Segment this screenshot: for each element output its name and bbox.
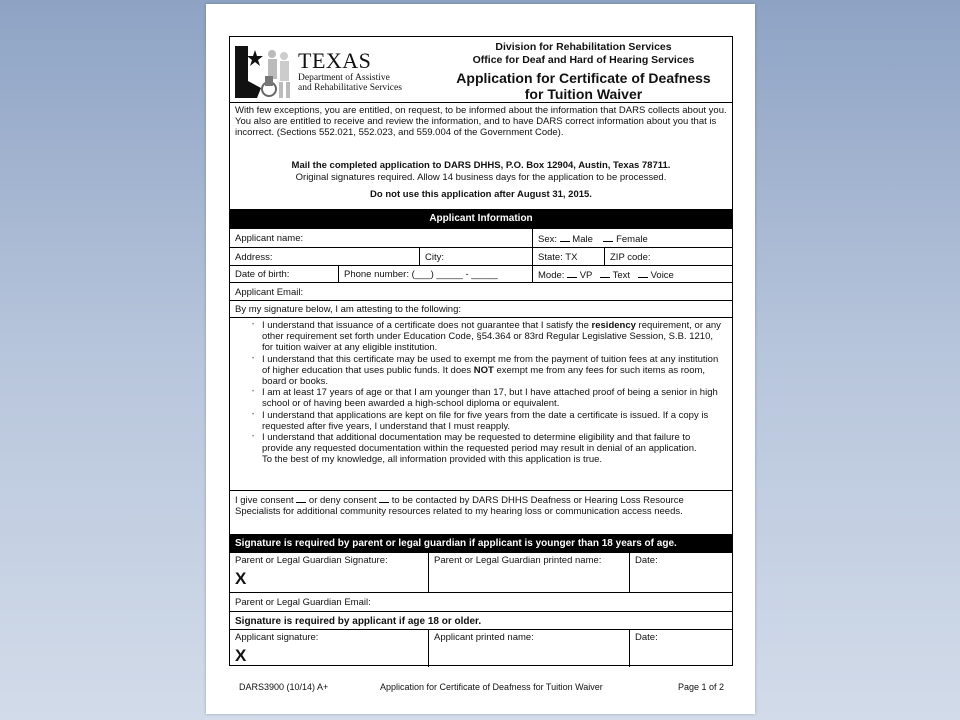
applicant-signature-note: Signature is required by applicant if age 18 or older.: [235, 616, 482, 627]
guardian-email-row: [230, 593, 732, 612]
applicant-printed-name-field[interactable]: Applicant printed name:: [428, 630, 629, 667]
application-form: [229, 36, 733, 666]
applicant-x-mark: X: [235, 646, 247, 665]
attestation-item: • I understand that applications are kept on file for five years from the date a certificate is issued. If a copy is requested after five years, I understand that I must reapply.: [252, 409, 709, 432]
applicant-email-field[interactable]: Applicant Email:: [235, 287, 304, 298]
form-header: [230, 37, 732, 103]
deadline-note: Do not use this application after August 31, 2015.: [370, 189, 592, 200]
applicant-signature-field[interactable]: Applicant signature: X: [230, 630, 428, 667]
bullet-icon: •: [252, 434, 255, 441]
attestation-intro: By my signature below, I am attesting to the following:: [235, 304, 462, 315]
attestation-section: [230, 318, 732, 491]
form-title-line1: Application for Certificate of Deafness: [456, 70, 711, 86]
address-row: [230, 248, 732, 266]
guardian-signature-bar: Signature is required by parent or legal guardian if applicant is younger than 18 years of age.: [230, 535, 732, 553]
give-consent-checkbox[interactable]: [296, 494, 306, 503]
dars-logo: [235, 46, 435, 98]
privacy-notice: With few exceptions, you are entitled, on request, to be informed about the information that DARS collects about you. You also are entitled to receive and review the information, and to have DARS correct information about you that is incorrect. (Sections 552.021, 552.023, and 559.004 of the Government Code).: [235, 105, 727, 139]
mode-voice-checkbox[interactable]: [638, 269, 648, 278]
guardian-signature-field[interactable]: Parent or Legal Guardian Signature: X: [230, 553, 428, 592]
guardian-printed-name-field[interactable]: Parent or Legal Guardian printed name:: [428, 553, 629, 592]
attestation-intro-row: [230, 301, 732, 318]
state-field[interactable]: State: TX: [532, 248, 604, 265]
form-title-line2: for Tuition Waiver: [524, 86, 643, 102]
mail-instructions: Mail the completed application to DARS DHHS, P.O. Box 12904, Austin, Texas 78711.: [291, 160, 671, 171]
office-name: Office for Deaf and Hard of Hearing Services: [472, 54, 695, 66]
mode-text-checkbox[interactable]: [600, 269, 610, 278]
address-field[interactable]: Address:: [235, 252, 273, 263]
logo-title: TEXAS: [298, 48, 372, 73]
applicant-name-field[interactable]: Applicant name:: [235, 233, 304, 244]
phone-field[interactable]: Phone number: (___) _____ - _____: [338, 266, 532, 282]
signature-note: Original signatures required. Allow 14 business days for the application to be processed.: [295, 172, 667, 183]
name-row: [230, 229, 732, 248]
applicant-date-field[interactable]: Date:: [629, 630, 732, 667]
attestation-item: • I understand that issuance of a certificate does not guarantee that I satisfy the residency requirement, or any other requirement set forth under Education Code, §54.364 or 83rd Regular Legislative Session, S.B. 1210, for tuition waiver at any eligible institution.: [252, 320, 721, 354]
zip-field[interactable]: ZIP code:: [604, 248, 732, 265]
bullet-icon: •: [252, 355, 255, 362]
mode-vp-checkbox[interactable]: [567, 269, 577, 278]
guardian-date-field[interactable]: Date:: [629, 553, 732, 592]
bullet-icon: •: [252, 322, 255, 328]
mode-field[interactable]: Mode: VP Text Voice: [532, 266, 732, 282]
attestation-item: • I am at least 17 years of age or that I am younger than 17, but I have attached proof of being a senior in high school or of having been awarded a high-school diploma or equivalent.: [252, 387, 718, 410]
form-number: DARS3900 (10/14) A+: [239, 682, 329, 692]
attestation-list: [230, 318, 732, 466]
attestation-item: • I understand that additional documentation may be requested to determine eligibility and that failure to provide any requested documentation within the requested period may result in denial of an application.: [252, 432, 697, 455]
texas-star-logo-icon: [235, 46, 297, 98]
guardian-email-field[interactable]: Parent or Legal Guardian Email:: [235, 597, 371, 608]
female-checkbox[interactable]: [603, 233, 613, 242]
sex-field[interactable]: Sex: Male Female: [532, 229, 732, 247]
page-number: Page 1 of 2: [678, 682, 725, 692]
form-page: [206, 4, 755, 714]
male-checkbox[interactable]: [560, 233, 570, 242]
intro-section: [230, 103, 732, 210]
division-name: Division for Rehabilitation Services: [495, 41, 672, 53]
city-field[interactable]: City:: [419, 248, 532, 265]
bullet-icon: •: [252, 411, 255, 418]
consent-text: I give consent or deny consent to be contacted by DARS DHHS Deafness or Hearing Loss Resource Specialists for additional community resources related to my hearing loss or communication access needs.: [235, 495, 684, 518]
attestation-item: To the best of my knowledge, all information provided with this application is true.: [262, 454, 603, 466]
guardian-signature-row: [230, 553, 732, 593]
applicant-info-header: Applicant Information: [230, 210, 732, 229]
attestation-item: • I understand that this certificate may be used to exempt me from the payment of tuition fees at any institution of higher education that uses public funds. It does NOT exempt me from any fees for such items as room, board or books.: [252, 353, 719, 388]
guardian-x-mark: X: [235, 569, 247, 588]
dob-field[interactable]: Date of birth:: [235, 269, 290, 280]
bullet-icon: •: [252, 389, 255, 396]
deny-consent-checkbox[interactable]: [379, 494, 389, 503]
email-row: [230, 283, 732, 301]
applicant-signature-row: [230, 630, 732, 667]
dob-row: [230, 266, 732, 283]
header-titles: [435, 41, 732, 102]
applicant-signature-note-row: [230, 612, 732, 630]
footer-title: Application for Certificate of Deafness for Tuition Waiver: [380, 682, 603, 692]
logo-subtitle: Department of Assistive and Rehabilitative Services: [298, 73, 402, 93]
consent-row: [230, 491, 732, 535]
